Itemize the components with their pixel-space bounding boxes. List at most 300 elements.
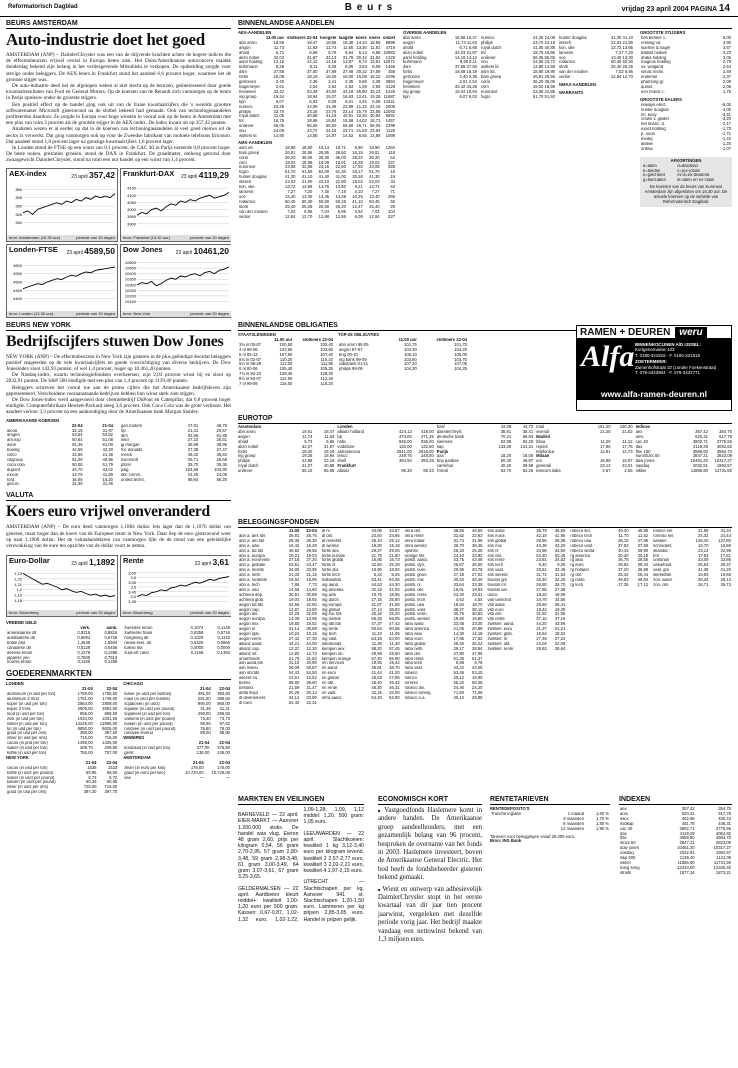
table-cell: 32,13 [325,55,337,60]
y-tick-label: 3,55 [128,579,136,585]
table-cell: 37,50 [307,70,318,75]
table-cell: 14,66 [288,587,300,592]
column-header: 22-04 [219,687,230,692]
table-cell: 60,85 [106,780,118,785]
table-cell: 25,44 [637,573,649,578]
table-cell: bng 00-10 [339,352,358,357]
table-cell: 14,52 [342,134,354,139]
table-cell: 26,81 [284,150,296,155]
table-cell: canadese dlr [7,645,31,650]
table-cell: sns mix [487,543,502,548]
table-cell: 290,00 [197,711,211,716]
table-cell: 41,44 [371,671,382,676]
table-cell: 16,92 [288,578,300,583]
table-cell: 37,15 [536,617,547,622]
table-cell: citigroup [7,457,23,462]
y-tick-label: 10400 [124,270,136,276]
table-cell: 31,21 [219,706,230,711]
list-item: corio 36,20 36,05 [481,79,555,85]
table-cell: tin (in usd per ton) [7,726,41,731]
table-cell: 2,53 [345,84,354,89]
table-cell: ohra aand. [321,695,342,700]
table-cell: aegon div. [239,612,259,617]
table-cell: 28,03 [371,676,382,681]
table-cell: goud (in usd per ons) [7,790,47,795]
list-item: aegon 11,74 11,63 [238,433,335,439]
table-cell: 0,1020 [190,636,204,640]
table-cell: 47,42 [389,622,400,627]
table-cell: nikkei [620,860,631,865]
table-cell: 3775,55 [715,826,731,831]
column-header: omzet [382,35,395,40]
table-cell: 16,85 [371,558,382,563]
table-cell: abn a. rentefds [239,578,267,583]
table-cell: 53,40 [536,553,547,558]
table-cell: 46,42 [187,453,199,458]
table-cell: 92,56 [187,433,199,438]
table-cell: 25,42 [618,573,629,578]
table-cell: 6,64 [345,50,354,55]
table-cell: neways elect. [641,102,667,107]
table-cell: 24,15 [369,104,381,109]
table-cell: 60,29 [86,780,97,785]
table-cell: 0,6129 [77,645,91,650]
table-cell: 19,02 [284,160,296,165]
table-cell: 23,99 [342,104,354,109]
table-cell: robeco [404,671,418,676]
list-item: vnu 24,06 23,72 [481,59,555,65]
markten-veilingen [238,796,364,925]
table-cell: 30,10 [453,695,464,700]
table-cell: 6,02 [309,99,318,104]
table-cell: postb. vast. [404,607,427,612]
y-tick-label: 4600 [13,262,22,268]
table-cell: 116,20 [320,382,333,387]
table-cell: qurius [641,84,653,89]
table-cell: 41,00 [335,175,346,180]
table-cell: 24,08 [307,104,318,109]
series-line [23,574,115,597]
table-cell: 24,20 [472,686,483,690]
table-cell: robeco tech [570,533,593,538]
table-cell: 7,02 [287,209,296,214]
column-header: 21-04 [198,741,210,746]
amerikaanse-koersen [6,419,231,488]
table-cell: 25,20 [335,204,346,209]
table-cell: japanse yen [7,655,30,660]
table-cell: dsm [239,70,247,75]
table-cell: 31,58 [697,529,709,533]
table-cell: nn euro [321,671,337,676]
list-item: ing groep 19,25 18,94 [238,453,335,459]
table-cell: 38,99 [187,443,199,448]
table-cell: 111,85 [320,362,333,367]
table-cell: sojaolie (in usct per pound) [124,706,175,711]
table-cell: 1,4548 [77,640,91,645]
markten-title: MARKTEN EN VEILINGEN [238,796,364,805]
table-cell: 19,83 [697,573,709,578]
table-cell: sns tech [487,563,504,568]
column-header: koers [355,35,367,40]
table-cell: 25,40 [369,204,380,209]
table-cell: 112,45 [320,377,333,382]
list-item: deutsche bank 70,41 69,83 [436,433,534,439]
y-tick-label: 3,35 [128,598,136,604]
table-cell: allianz aand. [239,641,263,646]
table-cell: 4,62 [455,597,464,602]
table-cell: 55,50 [342,124,354,129]
table-cell: 3,23 [722,50,731,55]
table-cell: 265 [388,194,395,199]
table-cell: 48,60 [472,529,483,533]
table-cell: 56,05 [389,617,400,622]
table-cell: cisco [7,453,17,458]
table-cell: 104,20 [454,347,467,352]
table-cell: 18,20 [536,592,547,597]
chart-latest: 23 april 357,42 [71,169,115,180]
table-cell: postb. aand. [404,558,428,563]
table-cell: ordina [641,146,653,151]
table-cell: 69,95 [86,770,97,775]
table-cell: 11,60 [343,45,354,50]
table-cell: 10.720,00 [185,770,204,775]
y-tick-label: 1,23 [14,571,22,577]
y-tick-label: 360 [15,186,22,192]
table-cell: ressing vd. [641,40,662,45]
table-cell: -6,00 [721,102,731,107]
table-cell: deense kroon [7,650,33,655]
table-cell: aegon nl [239,627,256,632]
valuta-article [6,524,231,549]
table-cell: het financ. d. [641,122,665,127]
y-tick-label: 3,45 [128,589,136,595]
table-cell: 51,70 [284,170,296,175]
table-cell: abn a. azie [239,543,260,548]
table-cell: 41,95 [554,533,566,538]
table-cell: 71 [390,190,395,194]
table-cell: 1,90 % [595,826,609,831]
table-cell: 54 [390,155,395,160]
table-cell: 26,71 [697,582,709,587]
table-cell: ing europa [321,602,342,607]
table-cell: 1128 [385,129,395,134]
table-cell: 31,48 [200,706,211,711]
list-item: bp 473,00 471,25 [337,433,434,439]
table-cell: 2,09 [722,80,731,85]
table-cell: 14,18 [472,632,483,637]
list-item: ahold 6,73 6,66 [238,438,335,444]
table-cell: unilever [239,124,254,129]
fonds-column [652,529,732,791]
amx-aandelen-title: AMX-AANDELEN [238,139,272,145]
table-cell: katoen (in usct per pound) [7,780,56,785]
table-cell: nn rente [321,686,338,690]
table-cell: 43,48 [472,558,483,563]
list-item: kpn 6,07 6,02 [403,93,477,99]
table-cell: 30,52 [453,578,464,583]
table-cell: 32,50 [371,563,382,568]
warrants-title: WARRANTS [559,89,584,95]
table-cell: 118 [388,150,395,155]
table-cell: gerst [124,751,134,756]
table-cell: rorento sel. [653,533,675,538]
list-item: daimlerchrysl. 38,81 36,41 [436,428,534,434]
table-cell: 4584,70 [715,836,731,841]
table-cell: 24,82 [554,558,566,563]
rentetarieven [490,796,610,844]
market-title: AMSTERDAM [123,754,151,760]
table-cell: goud (in euro per kilo) [124,770,165,775]
table-cell: van lanschot [487,597,511,602]
table-cell: 11731,50 [713,860,731,865]
table-cell: 14,30 [453,632,464,637]
table-cell: 9,25 [557,563,566,568]
table-cell: 13,96 [306,617,317,622]
table-cell: nn vast. [321,690,337,695]
y-tick-label: 4400 [13,295,22,301]
top25-title: TOP-25 OBLIGATIES [338,332,380,337]
table-cell: 0,8816 [104,631,118,635]
table-cell: zink (in usd per ton) [7,716,44,721]
table-cell: 19,95 [472,676,483,681]
table-cell: 104,30 [404,367,417,372]
table-cell: 112,00 [279,362,293,367]
table-cell: 12,73 [306,651,317,656]
table-cell: aldewi [641,141,653,146]
table-cell: 2,61 [275,84,285,89]
table-cell: 10,15 [306,632,317,637]
table-cell: 23,47 [306,563,317,568]
table-cell: -1,07 [721,146,731,151]
table-cell: 37,20 [618,568,629,573]
list-item: euronext 23,08 22,85 [481,88,555,94]
table-cell: 44,00 [306,641,317,646]
table-cell: 0,1166 [190,650,204,655]
table-cell: 54,20 [371,695,382,700]
table-cell: 3¾ nl 05-07 [239,342,262,347]
table-cell: 18,64 [536,632,547,637]
list-item: sap 133,00 131,31 [436,443,534,449]
table-cell: postb. obl. [404,587,424,592]
table-cell: 755,00 [79,751,93,756]
table-cell: 31,92 [369,55,381,60]
table-cell: zwitserl. rente [487,646,514,651]
table-cell: 27,02 [472,573,483,578]
table-cell: 25,67 [453,563,464,568]
table-cell: 3128 [385,84,395,89]
column-header: hoogste [320,35,337,40]
table-cell: e=geld bied [643,173,665,178]
table-cell: 22,26 [288,612,300,617]
table-cell: ing amerika [321,587,344,592]
table-cell: d=dividend [677,163,698,168]
table-cell: 12,30 [306,646,317,651]
rente-bron: Bron: ING Bank [490,838,522,844]
list-item: amx 520,31 517,78 [635,433,732,439]
table-cell: 15,02 [352,180,363,185]
table-cell: 25,25 [472,548,483,553]
table-cell: 30,26 [352,175,363,180]
table-cell: 19,30 [371,543,382,548]
table-cell: 2852,00 [102,706,118,711]
table-cell: 33,09 [697,558,709,563]
table-cell: 37,82 [618,543,629,548]
table-cell: 13,87 [288,607,300,612]
table-cell: abn a. am.fds [239,538,265,543]
table-cell: 2,35 [345,80,354,85]
table-cell: 18,58 [342,119,354,124]
alfa-advertisement[interactable] [576,325,732,411]
table-cell: kempen aex [321,646,345,651]
table-cell: 107,05 [454,362,467,367]
table-cell: 23,58 [369,109,381,114]
table-cell: 6,96 [304,209,313,214]
table-cell: 28,64 [554,646,566,651]
list-item: abn amro 18,58 18,47 [403,34,477,40]
table-cell: 397,70 [104,790,118,795]
table-cell: 968,00 [217,701,230,706]
table-cell: 288,50 [217,697,230,702]
table-cell: 7,30 [320,190,330,194]
table-cell: abn a. bd.fds [239,548,264,553]
table-cell: 21,75 [371,553,382,558]
table-cell: dow jones [620,846,639,851]
table-cell: 100,40 [320,342,333,347]
table-cell: -1,42 [721,137,731,142]
fonds-column [404,529,484,791]
table-cell: 7,04 [320,209,330,214]
table-cell: 36,20 [369,155,380,160]
list-item: shell 394,50 393,25 [337,458,434,464]
list-item: ahold 6,71 6,66 [403,44,477,50]
table-cell: vedior [239,214,251,219]
table-cell: akzo nobel [239,55,260,60]
table-cell: robeco div. [404,686,425,690]
table-cell: 6,09 [328,99,337,104]
table-cell: rabo global [404,641,426,646]
table-cell: 47,90 [453,651,464,656]
table-cell: corio [239,155,249,160]
nmax-title: NMAX-AANDELEN [559,82,596,88]
table-cell: 33,17 [352,170,363,175]
table-cell: 23,16 [307,109,318,114]
table-cell: simac techn. [641,70,665,75]
table-cell: 107,40 [320,352,333,357]
table-cell: fortis [239,75,249,80]
table-cell: aegon mix [239,622,259,627]
table-cell: 42,55 [72,448,83,453]
table-cell: stork [239,204,249,209]
table-cell: 22,08 [306,612,317,617]
table-cell: 20,26 [288,690,300,695]
table-cell: 44,70 [72,467,83,472]
table-cell: amerifonds [239,656,260,661]
table-cell: 4,10 [354,190,363,194]
table-cell: wereldfds [653,573,672,578]
table-cell: 17,63 [697,553,709,558]
table-cell: 31,78 [342,55,354,60]
table-cell: 6,76 [474,661,483,666]
table-cell: 4719 [385,45,395,50]
table-cell: 1,5504 [104,640,118,645]
table-cell: 50,66 [389,627,400,632]
table-cell: 54,50 [306,671,317,676]
table-cell: 1284 [385,145,395,150]
table-cell: 89,00 [200,731,211,736]
table-cell: 24,09 [216,472,227,477]
table-cell: interbonds [321,641,342,646]
table-cell: 2,05 [722,84,731,89]
table-cell: 18,38 [342,40,354,45]
fonds-column [238,529,318,791]
table-cell: zwitserl. nl [487,636,508,641]
table-cell: 127,80 [718,538,731,543]
rentetarieven-title: RENTETARIEVEN [490,796,610,805]
table-cell: 2847,21 [679,841,695,846]
article-paragraph: De Nasdaq-index, waarin technologiefondsen overheersen, zijn 2,03 procent winst bij en sloot op 2032,91 punten. De S&P 500 eindigde met een plus van 1,4 procent op 1139,40 punten. [6,372,231,385]
table-cell: 7,73 [308,582,317,587]
table-cell: 757,00 [104,751,118,756]
table-cell: 6,90 [354,145,363,150]
table-cell: aegon cap. [239,607,260,612]
table-cell: 10983 [383,50,395,55]
table-cell: 24,35 [273,104,285,109]
table-cell: 14,16 [273,60,285,65]
table-cell: koffie (in usct per pound) [7,770,54,775]
column-header: 22-04 [219,741,230,746]
table-cell: 33,23 [369,89,381,94]
table-cell: 19,14 [318,145,330,150]
table-cell: hang seng [620,865,640,870]
table-cell: sns obl. [487,553,502,558]
table-cell: 0,8316 [77,631,91,635]
list-item: asml holding 14,16 14,12 [403,54,477,60]
table-cell: 6,75 [328,50,337,55]
table-cell: kempen ob. [321,651,344,656]
chart-footer: bron: Londen (13.30 uur) periode van 20 dagen [9,310,115,316]
table-cell: 4,92 [354,209,363,214]
table-cell: 11687 [383,94,395,99]
table-cell: zwitserl. euro [487,627,513,632]
table-cell: aluminium (in usd per ton) [7,692,56,697]
article-paragraph: De Dow Jones-index werd aangevoerd door chemiebedrijf DuPont en Caterpillar, dat 6,8 procent hoger eindigde. Computerfabrikant Hewlett-Packard steeg 3,6 procent. Ook Coca Cola was de grote verliezer. Het aandeel verloor 3,3 procent na een aankondiging door de Amerikaanse bank Morgan Stanley. [6,397,231,416]
table-cell: 1,60 % [595,811,609,816]
ad-website-link[interactable]: www.alfa-ramen-deuren.nl [601,389,707,399]
table-cell: 36,20 [284,155,296,160]
list-item: allianz 96,30 95,43 [337,468,434,474]
table-cell: rorento [404,681,418,686]
table-cell: 1 maand [567,811,585,816]
table-cell: 16,70 [697,543,709,548]
table-cell: 22,31 [306,700,317,705]
table-cell: 25,40 [284,204,296,209]
table-cell: 7 nl 99-09 [239,382,258,387]
table-cell: dl euro [239,700,252,705]
table-cell: 6,07 [275,99,285,104]
table-cell: -3,20 [721,117,731,122]
table-cell: 5,34 [373,573,382,578]
table-cell: 47,95 [472,651,483,656]
table-row [619,871,732,876]
table-cell: 19,52 [306,622,317,627]
y-tick-label: 3,5 [130,584,136,590]
table-cell: 26,42 [389,681,400,686]
table-cell: 22,85 [301,165,313,170]
obligaties-block [238,326,732,413]
table-cell: 23,70 [273,109,285,114]
table-row [6,660,118,665]
article-paragraph: Beleggers schreven het vooral toe aan de prima cijfers die het Amerikaanse bedrijfsleven zijn gepresenteerd. Verscheidene vooraanstaande bedrijven hebben hun winst sterk zien stijgen. [6,384,231,397]
